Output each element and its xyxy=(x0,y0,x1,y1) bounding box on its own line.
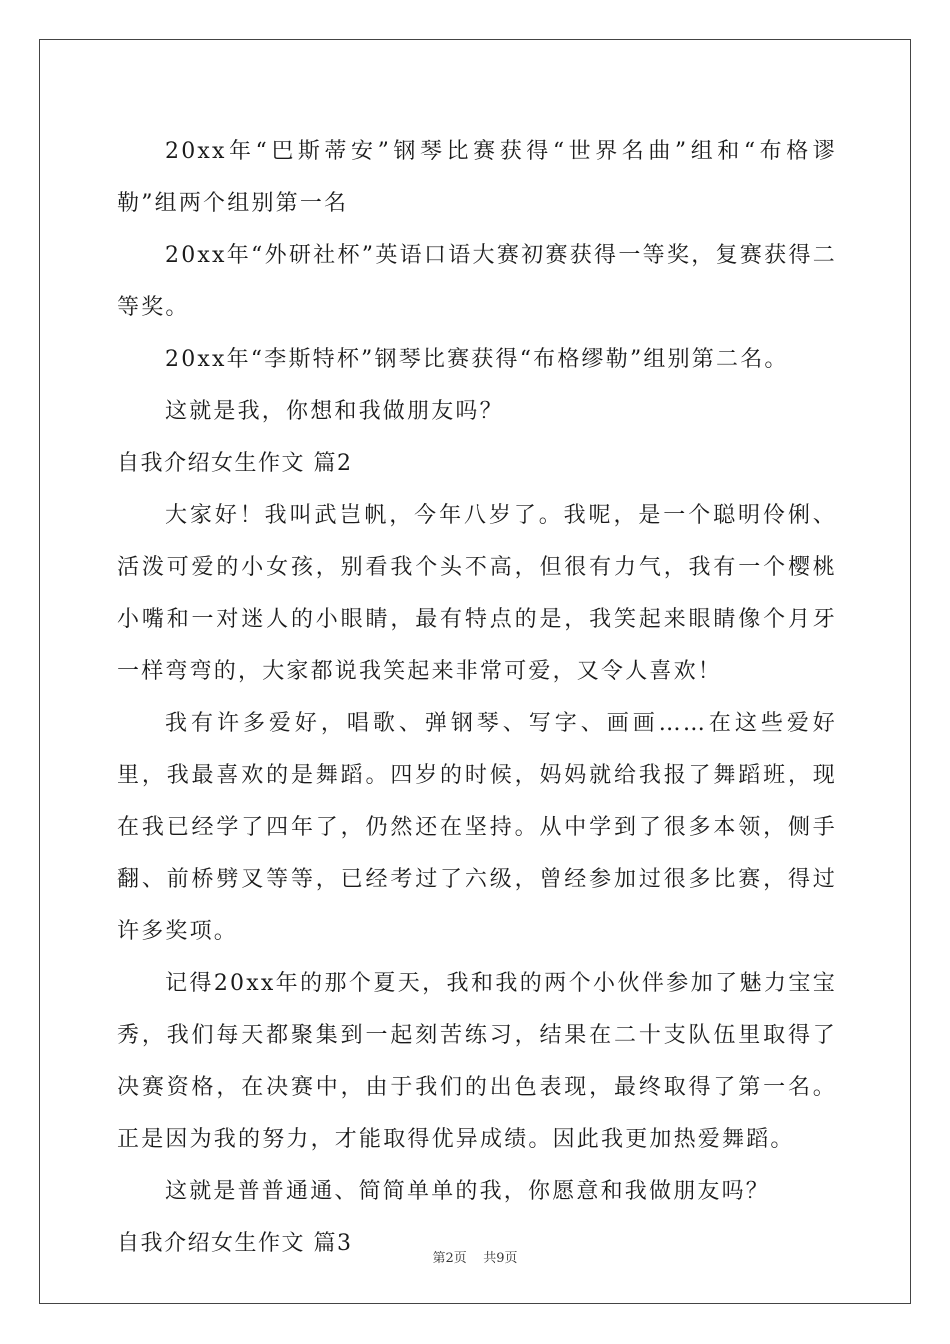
paragraph: 这就是普普通通、简简单单的我，你愿意和我做朋友吗？ xyxy=(165,1179,771,1204)
paragraph: 大家好！我叫武岂帆，今年八岁了。我呢，是一个聪明伶俐、活泼可爱的小女孩，别看我个头不高，但很有力气，我有一个樱桃小嘴和一对迷人的小眼睛，最有特点的是，我笑起来眼睛像个月牙一样弯弯的，大家都说我笑起来非常可爱，又令人喜欢！ xyxy=(117,503,837,684)
section-heading: 自我介绍女生作文 篇3 xyxy=(117,1231,353,1256)
paragraph: 这就是我，你想和我做朋友吗？ xyxy=(165,399,504,424)
paragraph: 我有许多爱好，唱歌、弹钢琴、写字、画画……在这些爱好里，我最喜欢的是舞蹈。四岁的时候，妈妈就给我报了舞蹈班，现在我已经学了四年了，仍然还在坚持。从中学到了很多本领，侧手翻、前桥劈叉等等，已经考过了六级，曾经参加过很多比赛，得过许多奖项。 xyxy=(117,711,837,944)
paragraph: 记得20xx年的那个夏天，我和我的两个小伙伴参加了魅力宝宝秀，我们每天都聚集到一起刻苦练习，结果在二十支队伍里取得了决赛资格，在决赛中，由于我们的出色表现，最终取得了第一名。正是因为我的努力，才能取得优异成绩。因此我更加热爱舞蹈。 xyxy=(117,971,837,1152)
section-heading: 自我介绍女生作文 篇2 xyxy=(117,451,353,476)
paragraph: 20xx年“巴斯蒂安”钢琴比赛获得“世界名曲”组和“布格谬勒”组两个组别第一名 xyxy=(117,139,837,216)
paragraph: 20xx年“李斯特杯”钢琴比赛获得“布格缪勒”组别第二名。 xyxy=(165,347,789,372)
paragraph: 20xx年“外研社杯”英语口语大赛初赛获得一等奖，复赛获得二等奖。 xyxy=(117,243,837,320)
page-total: 共9页 xyxy=(483,1251,518,1266)
page-footer xyxy=(0,1247,950,1266)
document-body xyxy=(117,126,837,1270)
page-number: 第2页 xyxy=(432,1251,467,1266)
